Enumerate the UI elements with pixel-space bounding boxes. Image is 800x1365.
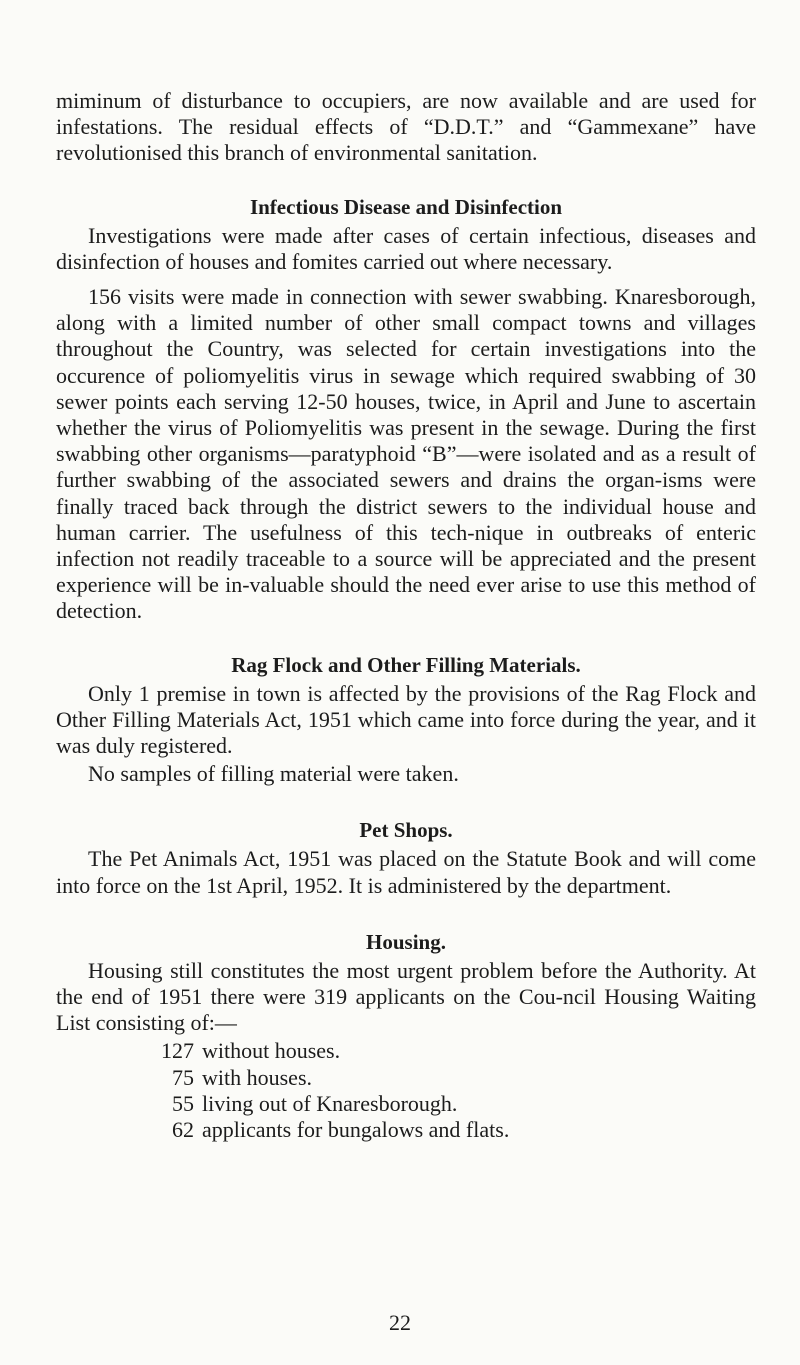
- heading-housing: Housing.: [366, 929, 446, 954]
- heading-rag-flock: Rag Flock and Other Filling Materials.: [231, 652, 581, 677]
- list-item-text: applicants for bungalows and flats.: [202, 1117, 510, 1143]
- paragraph-rag-flock-2: No samples of filling material were taken.: [88, 761, 459, 787]
- paragraph-rag-flock-1: Only 1 premise in town is affected by the provisions of the Rag Flock and Other Filling Materials Act, 1951 which came into force during the year, and it was duly registered.: [56, 680, 756, 759]
- list-item-count: 62: [172, 1117, 194, 1143]
- document-page: [56, 88, 756, 1143]
- list-item-text: living out of Knaresborough.: [202, 1090, 458, 1116]
- paragraph-infectious-1: Investigations were made after cases of certain infectious, diseases and disinfection of houses and fomites carried out where necessary.: [56, 222, 756, 274]
- paragraph-pet-shops-1: The Pet Animals Act, 1951 was placed on the Statute Book and will come into force on the 1st April, 1952. It is administered by the department.: [56, 846, 756, 898]
- heading-infectious-disease: Infectious Disease and Disinfection: [249, 194, 563, 219]
- page-number: 22: [389, 1310, 411, 1335]
- housing-waiting-list: [56, 1038, 756, 1143]
- heading-pet-shops: Pet Shops.: [359, 818, 453, 843]
- list-item-text: with houses.: [202, 1064, 312, 1090]
- paragraph-housing-1: Housing still constitutes the most urgent problem before the Authority. At the end of 1951 there were 319 applicants on the Cou-ncil Housing Waiting List consisting of:—: [56, 957, 756, 1036]
- list-item: [56, 1117, 756, 1143]
- intro-paragraph: miminum of disturbance to occupiers, are now available and are used for infestations. The residual effects of “D.D.T.” and “Gammexane” have revolutionised this branch of environmental sanitation.: [56, 88, 756, 166]
- paragraph-infectious-2: 156 visits were made in connection with sewer swabbing. Knaresborough, along with a limited number of other small compact towns and villages throughout the Country, was selected for certain investigations into the occurence of poliomyelitis virus in sewage which required swabbing of 30 sewer points each serving 12-50 houses, twice, in April and June to ascertain whether the virus of Poliomyelitis was present in the sewage. During the first swabbing other organisms—paratyphoid “B”—were isolated and as a result of further swabbing of the associated sewers and drains the organ-isms were finally traced back through the district sewers to the individual house and human carrier. The usefulness of this tech-nique in outbreaks of enteric infection not readily traceable to a source will be appreciated and the present experience will be in-valuable should the need ever arise to use this method of detection.: [56, 284, 756, 624]
- list-item: [56, 1038, 756, 1064]
- list-item-text: without houses.: [202, 1038, 341, 1064]
- list-item: [56, 1065, 756, 1091]
- list-item: [56, 1091, 756, 1117]
- list-item-count: 75: [172, 1064, 194, 1090]
- list-item-count: 55: [172, 1090, 194, 1116]
- list-item-count: 127: [161, 1038, 194, 1064]
